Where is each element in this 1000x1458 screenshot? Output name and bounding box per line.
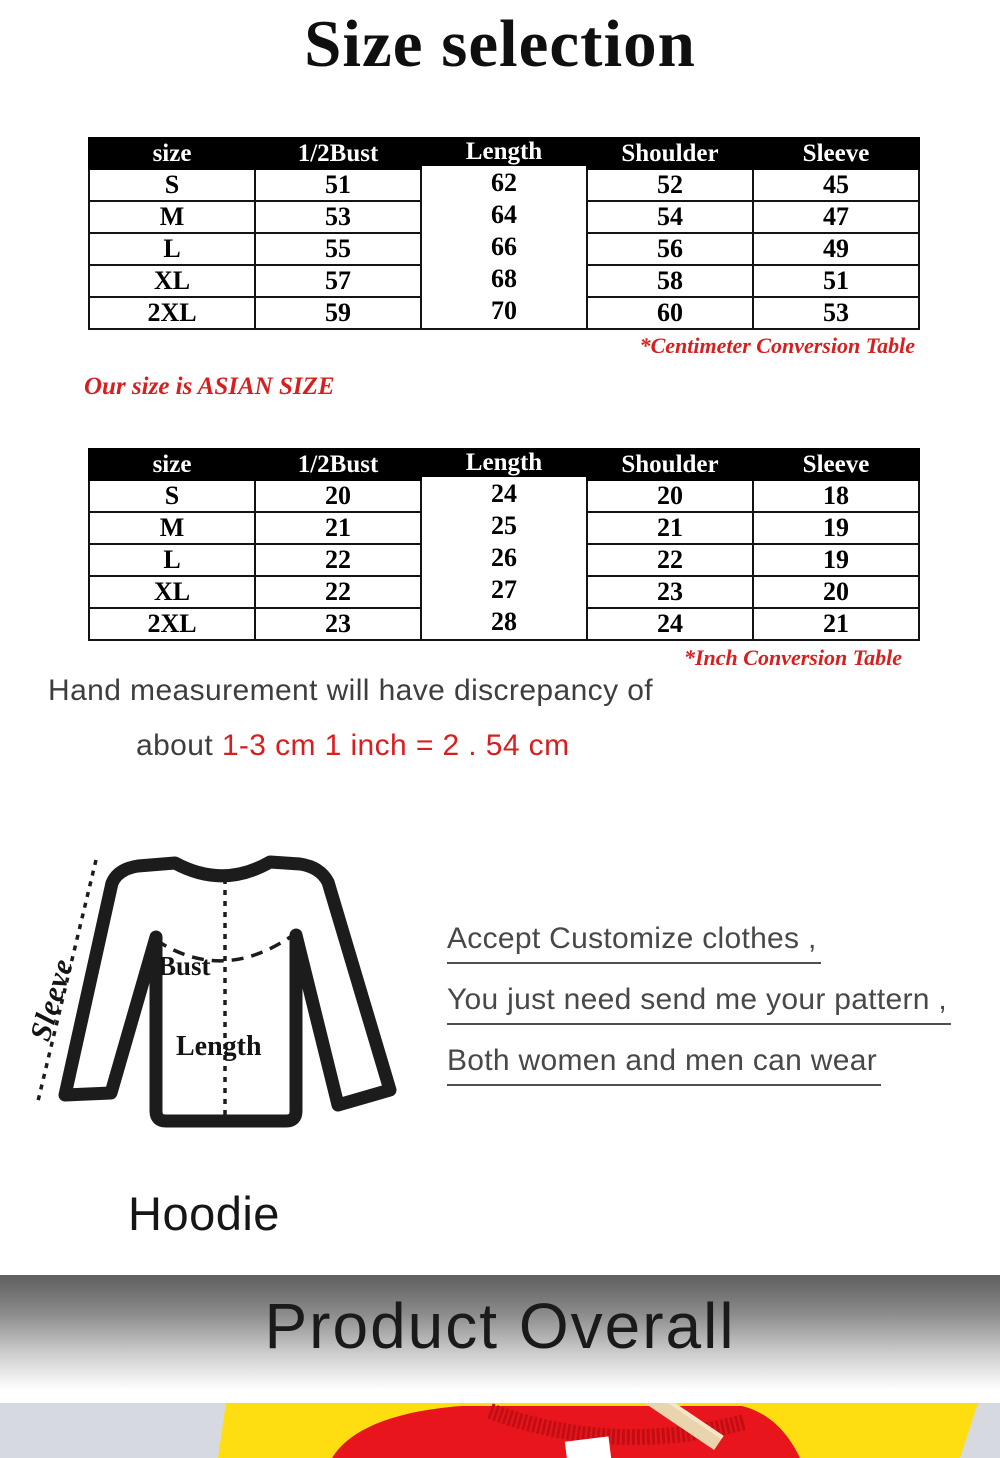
measurement-discrepancy-text: Hand measurement will have discrepancy of bbox=[48, 674, 654, 707]
centimeter-conversion-note: *Centimeter Conversion Table bbox=[639, 333, 915, 358]
table-cell: 21 bbox=[255, 512, 421, 544]
product-overall-title: Product Overall bbox=[264, 1290, 736, 1362]
column-header: Sleeve bbox=[753, 449, 919, 480]
table-cell: 21 bbox=[753, 608, 919, 640]
table-cell: 45 bbox=[753, 169, 919, 201]
garment-measurement-diagram bbox=[10, 845, 430, 1140]
table-row bbox=[89, 480, 919, 512]
table-cell: 27 bbox=[421, 574, 587, 606]
inch-size-table bbox=[88, 448, 920, 641]
measurement-red-text: 1-3 cm 1 inch = 2 . 54 cm bbox=[221, 729, 570, 762]
asian-size-note: Our size is ASIAN SIZE bbox=[84, 373, 335, 400]
table-cell: 66 bbox=[421, 231, 587, 263]
table-row bbox=[89, 576, 919, 608]
table-cell: 51 bbox=[753, 265, 919, 297]
table-cell: 18 bbox=[753, 480, 919, 512]
sweater-outline bbox=[65, 862, 390, 1121]
table-cell: XL bbox=[89, 576, 255, 608]
table-row bbox=[89, 265, 919, 297]
column-header: Shoulder bbox=[587, 449, 753, 480]
table-cell: 62 bbox=[421, 167, 587, 199]
table-cell: 20 bbox=[255, 480, 421, 512]
table-row bbox=[89, 297, 919, 329]
table-cell: 57 bbox=[255, 265, 421, 297]
table-cell: S bbox=[89, 480, 255, 512]
sweater-outline-drawing bbox=[10, 845, 430, 1140]
column-header: Shoulder bbox=[587, 138, 753, 169]
table-cell: 21 bbox=[587, 512, 753, 544]
table-cell: XL bbox=[89, 265, 255, 297]
product-overall-banner bbox=[0, 1275, 1000, 1403]
inch-conversion-note: *Inch Conversion Table bbox=[683, 645, 902, 670]
bust-label: Bust bbox=[158, 951, 211, 981]
hoodie-caption: Hoodie bbox=[128, 1187, 280, 1240]
table-cell: 55 bbox=[255, 233, 421, 265]
table-cell: 51 bbox=[255, 169, 421, 201]
table-row bbox=[89, 169, 919, 201]
table-cell: 23 bbox=[587, 576, 753, 608]
column-header: size bbox=[89, 138, 255, 169]
table-cell: 68 bbox=[421, 263, 587, 295]
table-header-row bbox=[89, 138, 919, 169]
sleeve-label: Sleeve bbox=[23, 954, 80, 1045]
table-cell: 2XL bbox=[89, 608, 255, 640]
customize-text-line: Both women and men can wear bbox=[447, 1044, 881, 1086]
table-cell: 19 bbox=[753, 512, 919, 544]
customize-text-line: Accept Customize clothes , bbox=[447, 922, 821, 964]
length-label: Length bbox=[176, 1031, 262, 1062]
table-cell: 25 bbox=[421, 510, 587, 542]
table-cell: 53 bbox=[753, 297, 919, 329]
table-cell: S bbox=[89, 169, 255, 201]
product-photo-strip bbox=[0, 1403, 1000, 1458]
column-header: Sleeve bbox=[753, 138, 919, 169]
table-cell: 20 bbox=[587, 480, 753, 512]
table-row bbox=[89, 201, 919, 233]
table-cell: 24 bbox=[587, 608, 753, 640]
table-cell: 54 bbox=[587, 201, 753, 233]
column-header: Length bbox=[421, 136, 587, 167]
table-cell: 52 bbox=[587, 169, 753, 201]
page-title: Size selection bbox=[304, 7, 696, 81]
table-cell: 47 bbox=[753, 201, 919, 233]
table-cell: 56 bbox=[587, 233, 753, 265]
table-row bbox=[89, 608, 919, 640]
table-cell: 53 bbox=[255, 201, 421, 233]
table-cell: 22 bbox=[255, 544, 421, 576]
table-cell: M bbox=[89, 201, 255, 233]
table-cell: 49 bbox=[753, 233, 919, 265]
table-row bbox=[89, 233, 919, 265]
table-cell: 64 bbox=[421, 199, 587, 231]
table-row bbox=[89, 544, 919, 576]
table-cell: M bbox=[89, 512, 255, 544]
table-cell: 22 bbox=[587, 544, 753, 576]
table-cell: 28 bbox=[421, 606, 587, 638]
table-cell: 26 bbox=[421, 542, 587, 574]
centimeter-size-table bbox=[88, 137, 920, 330]
column-header: 1/2Bust bbox=[255, 449, 421, 480]
measurement-conversion-text bbox=[136, 729, 569, 763]
customize-text-block bbox=[447, 922, 951, 1105]
table-cell: 20 bbox=[753, 576, 919, 608]
table-cell: 70 bbox=[421, 295, 587, 327]
column-header: size bbox=[89, 449, 255, 480]
table-cell: 60 bbox=[587, 297, 753, 329]
table-cell: L bbox=[89, 233, 255, 265]
column-header: Length bbox=[421, 447, 587, 478]
table-cell: 2XL bbox=[89, 297, 255, 329]
table-cell: 23 bbox=[255, 608, 421, 640]
column-header: 1/2Bust bbox=[255, 138, 421, 169]
table-cell: 59 bbox=[255, 297, 421, 329]
table-cell: 22 bbox=[255, 576, 421, 608]
table-cell: 24 bbox=[421, 478, 587, 510]
table-row bbox=[89, 512, 919, 544]
table-cell: 19 bbox=[753, 544, 919, 576]
table-cell: L bbox=[89, 544, 255, 576]
table-cell: 58 bbox=[587, 265, 753, 297]
table-header-row bbox=[89, 449, 919, 480]
customize-text-line: You just need send me your pattern , bbox=[447, 983, 951, 1025]
measurement-about-text: about bbox=[136, 729, 222, 762]
